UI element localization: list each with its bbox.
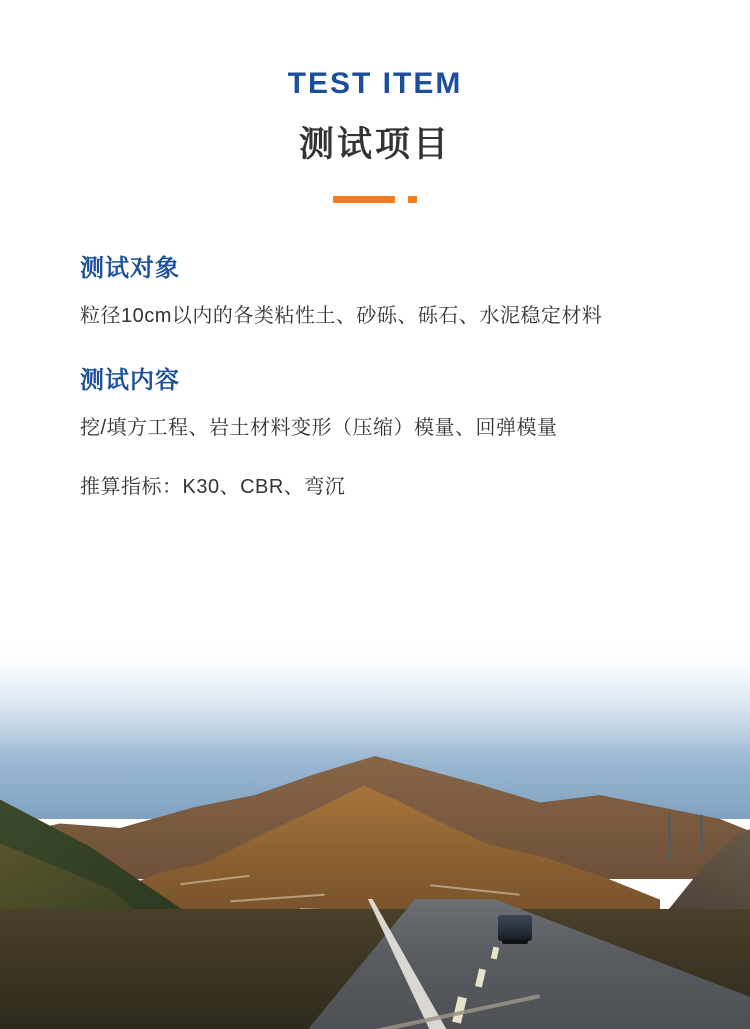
photo-utility-pole	[700, 815, 703, 853]
content-area	[0, 203, 750, 506]
section-heading-test-content: 测试内容	[80, 367, 180, 395]
section-test-content	[80, 365, 670, 506]
divider-bar	[333, 196, 395, 203]
title-divider	[333, 196, 417, 203]
section-heading-test-object: 测试对象	[80, 255, 180, 282]
section-body-test-object: 粒径10cm以内的各类粘性土、砂砾、砾石、水泥稳定材料	[80, 305, 603, 328]
section-test-object	[80, 253, 670, 335]
photo-truck	[498, 915, 532, 941]
scenery-photo	[0, 639, 750, 1029]
section-body-test-content-indicators: 推算指标：K30、CBR、弯沉	[80, 476, 346, 499]
page-title-chinese: 测试项目	[298, 125, 451, 164]
photo-highway	[0, 899, 750, 1029]
photo-utility-pole	[668, 813, 671, 861]
page-header	[0, 0, 750, 203]
divider-dot	[408, 196, 417, 203]
section-body-test-content: 挖/填方工程、岩土材料变形（压缩）模量、回弹模量	[80, 417, 558, 440]
scenery-photo-inner	[0, 639, 750, 1029]
page-title-english: TEST ITEM	[287, 67, 463, 100]
